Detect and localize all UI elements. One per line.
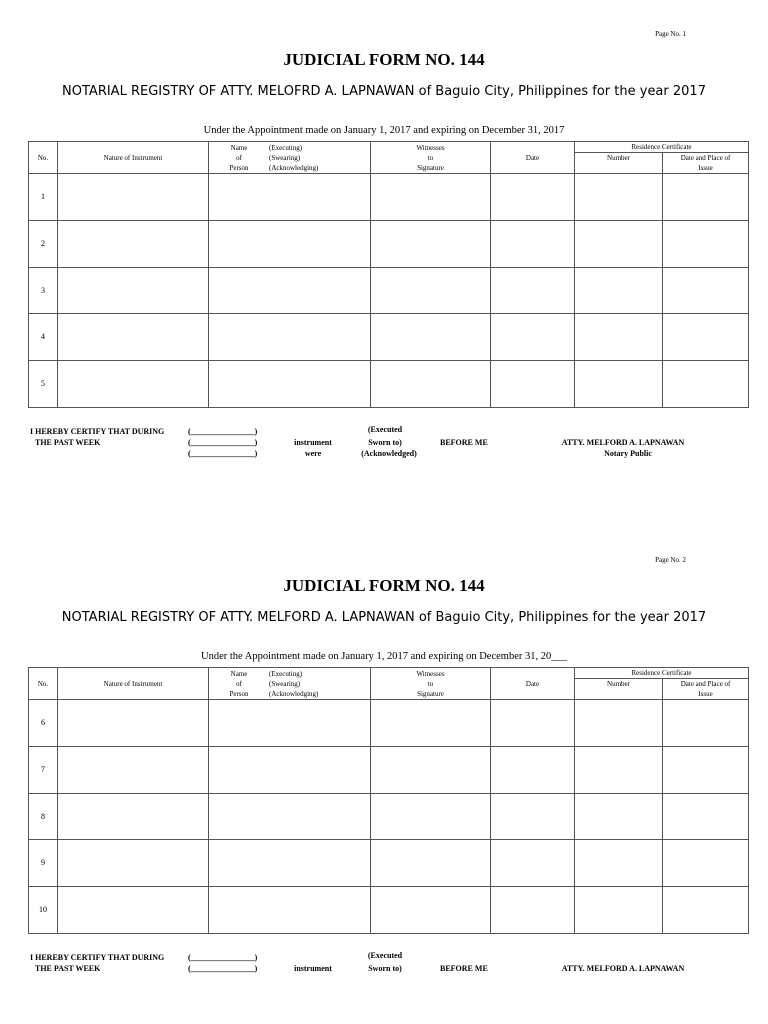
- table-cell[interactable]: [371, 221, 491, 268]
- table-cell[interactable]: [371, 747, 491, 794]
- table-cell[interactable]: [209, 840, 371, 887]
- header-no: No.: [29, 142, 58, 174]
- certify-line: I HEREBY CERTIFY THAT DURING: [30, 427, 165, 436]
- registry-table: [28, 141, 749, 408]
- table-cell[interactable]: [663, 700, 749, 747]
- table-cell[interactable]: [371, 794, 491, 840]
- form-title: JUDICIAL FORM NO. 144: [283, 576, 485, 595]
- sworn-label: Sworn to): [368, 438, 402, 447]
- table-cell[interactable]: [209, 314, 371, 361]
- header-number: Number: [575, 153, 663, 174]
- row-number: 2: [29, 221, 58, 268]
- table-cell[interactable]: [575, 887, 663, 934]
- table-cell[interactable]: [371, 268, 491, 314]
- table-cell[interactable]: [58, 314, 209, 361]
- table-cell[interactable]: [58, 361, 209, 408]
- table-row: [29, 268, 749, 314]
- table-row: [29, 314, 749, 361]
- table-cell[interactable]: [491, 174, 575, 221]
- blank-field: (________________): [188, 953, 258, 962]
- table-cell[interactable]: [575, 174, 663, 221]
- instrument-label: instrument: [294, 964, 332, 973]
- registry-heading: NOTARIAL REGISTRY OF ATTY. MELOFRD A. LAPNAWAN of Baguio City, Philippines for the year 2017: [62, 84, 706, 99]
- table-row: [29, 221, 749, 268]
- table-cell[interactable]: [58, 887, 209, 934]
- header-residence-certificate: Residence Certificate: [575, 142, 749, 153]
- blank-field: (________________): [188, 449, 258, 458]
- table-cell[interactable]: [575, 794, 663, 840]
- table-cell[interactable]: [209, 747, 371, 794]
- sworn-label: Sworn to): [368, 964, 402, 973]
- table-cell[interactable]: [491, 314, 575, 361]
- table-cell[interactable]: [371, 361, 491, 408]
- table-cell[interactable]: [58, 794, 209, 840]
- header-date: Date: [491, 142, 575, 174]
- table-row: [29, 887, 749, 934]
- header-witnesses: Witnesses to Signature: [371, 142, 491, 174]
- header-name: Name of Person: [229, 143, 249, 172]
- table-cell[interactable]: [209, 174, 371, 221]
- notary-name: ATTY. MELFORD A. LAPNAWAN: [561, 964, 685, 973]
- table-cell[interactable]: [575, 840, 663, 887]
- header-number: Number: [575, 679, 663, 700]
- row-number: 10: [29, 887, 58, 934]
- header-executing: (Executing) (Swearing) (Acknowledging): [269, 143, 319, 172]
- appointment-line: Under the Appointment made on January 1, 2017 and expiring on December 31, 20___: [201, 651, 567, 662]
- table-cell[interactable]: [209, 887, 371, 934]
- header-witnesses: Witnesses to Signature: [371, 668, 491, 700]
- table-row: [29, 794, 749, 840]
- table-cell[interactable]: [575, 314, 663, 361]
- executed-label: (Executed: [367, 951, 403, 960]
- past-week-line: THE PAST WEEK: [35, 438, 101, 447]
- table-cell[interactable]: [663, 174, 749, 221]
- blank-field: (________________): [188, 427, 258, 436]
- header-name: Name of Person: [229, 669, 249, 698]
- table-cell[interactable]: [371, 887, 491, 934]
- header-residence-certificate: Residence Certificate: [575, 668, 749, 679]
- table-row: [29, 361, 749, 408]
- table-cell[interactable]: [663, 887, 749, 934]
- header-name-of-person: [209, 142, 371, 174]
- table-cell[interactable]: [209, 268, 371, 314]
- table-cell[interactable]: [491, 747, 575, 794]
- instrument-label: instrument: [294, 438, 332, 447]
- table-cell[interactable]: [58, 174, 209, 221]
- table-cell[interactable]: [371, 174, 491, 221]
- header-date-place-issue: Date and Place of Issue: [663, 153, 749, 174]
- table-cell[interactable]: [663, 747, 749, 794]
- row-number: 9: [29, 840, 58, 887]
- table-cell[interactable]: [58, 840, 209, 887]
- table-cell[interactable]: [491, 840, 575, 887]
- table-cell[interactable]: [491, 361, 575, 408]
- row-number: 4: [29, 314, 58, 361]
- row-number: 3: [29, 268, 58, 314]
- table-cell[interactable]: [663, 840, 749, 887]
- header-date-place-issue: Date and Place of Issue: [663, 679, 749, 700]
- row-number: 5: [29, 361, 58, 408]
- table-cell[interactable]: [209, 700, 371, 747]
- table-cell[interactable]: [491, 221, 575, 268]
- blank-field: (________________): [188, 964, 258, 973]
- table-cell[interactable]: [491, 268, 575, 314]
- were-label: were: [304, 449, 322, 458]
- table-cell[interactable]: [58, 268, 209, 314]
- table-row: [29, 174, 749, 221]
- past-week-line: THE PAST WEEK: [35, 964, 101, 973]
- table-cell[interactable]: [371, 314, 491, 361]
- table-cell[interactable]: [58, 221, 209, 268]
- table-cell[interactable]: [209, 221, 371, 268]
- table-cell[interactable]: [58, 700, 209, 747]
- appointment-line: Under the Appointment made on January 1, 2017 and expiring on December 31, 2017: [203, 125, 565, 136]
- table-cell[interactable]: [663, 314, 749, 361]
- header-nature-of-instrument: Nature of Instrument: [58, 142, 209, 174]
- table-cell[interactable]: [491, 794, 575, 840]
- table-cell[interactable]: [575, 268, 663, 314]
- before-me-label: BEFORE ME: [440, 964, 488, 973]
- form-title: JUDICIAL FORM NO. 144: [283, 50, 485, 69]
- table-cell[interactable]: [209, 361, 371, 408]
- header-date: Date: [491, 668, 575, 700]
- table-cell[interactable]: [663, 361, 749, 408]
- table-cell[interactable]: [491, 887, 575, 934]
- table-cell[interactable]: [209, 794, 371, 840]
- table-cell[interactable]: [58, 747, 209, 794]
- notary-name: ATTY. MELFORD A. LAPNAWAN: [561, 438, 685, 447]
- table-cell[interactable]: [575, 747, 663, 794]
- table-cell[interactable]: [371, 700, 491, 747]
- table-cell[interactable]: [371, 840, 491, 887]
- header-nature-of-instrument: Nature of Instrument: [58, 668, 209, 700]
- table-cell[interactable]: [575, 700, 663, 747]
- page-number: Page No. 1: [655, 30, 686, 38]
- table-row: [29, 747, 749, 794]
- table-cell[interactable]: [663, 268, 749, 314]
- table-row: [29, 840, 749, 887]
- header-executing: (Executing) (Swearing) (Acknowledging): [269, 669, 319, 698]
- table-cell[interactable]: [663, 794, 749, 840]
- before-me-label: BEFORE ME: [440, 438, 488, 447]
- table-cell[interactable]: [491, 700, 575, 747]
- registry-table: [28, 667, 749, 934]
- table-cell[interactable]: [663, 221, 749, 268]
- notary-public-label: Notary Public: [604, 449, 652, 458]
- header-name-of-person: [209, 668, 371, 700]
- table-row: [29, 700, 749, 747]
- certify-line: I HEREBY CERTIFY THAT DURING: [30, 953, 165, 962]
- row-number: 1: [29, 174, 58, 221]
- row-number: 8: [29, 794, 58, 840]
- acknowledged-label: (Acknowledged): [361, 449, 417, 458]
- header-no: No.: [29, 668, 58, 700]
- executed-label: (Executed: [367, 425, 403, 434]
- blank-field: (________________): [188, 438, 258, 447]
- row-number: 6: [29, 700, 58, 747]
- table-cell[interactable]: [575, 361, 663, 408]
- table-cell[interactable]: [575, 221, 663, 268]
- row-number: 7: [29, 747, 58, 794]
- page-number: Page No. 2: [655, 556, 686, 564]
- registry-heading: NOTARIAL REGISTRY OF ATTY. MELFORD A. LAPNAWAN of Baguio City, Philippines for the year 2017: [61, 610, 707, 625]
